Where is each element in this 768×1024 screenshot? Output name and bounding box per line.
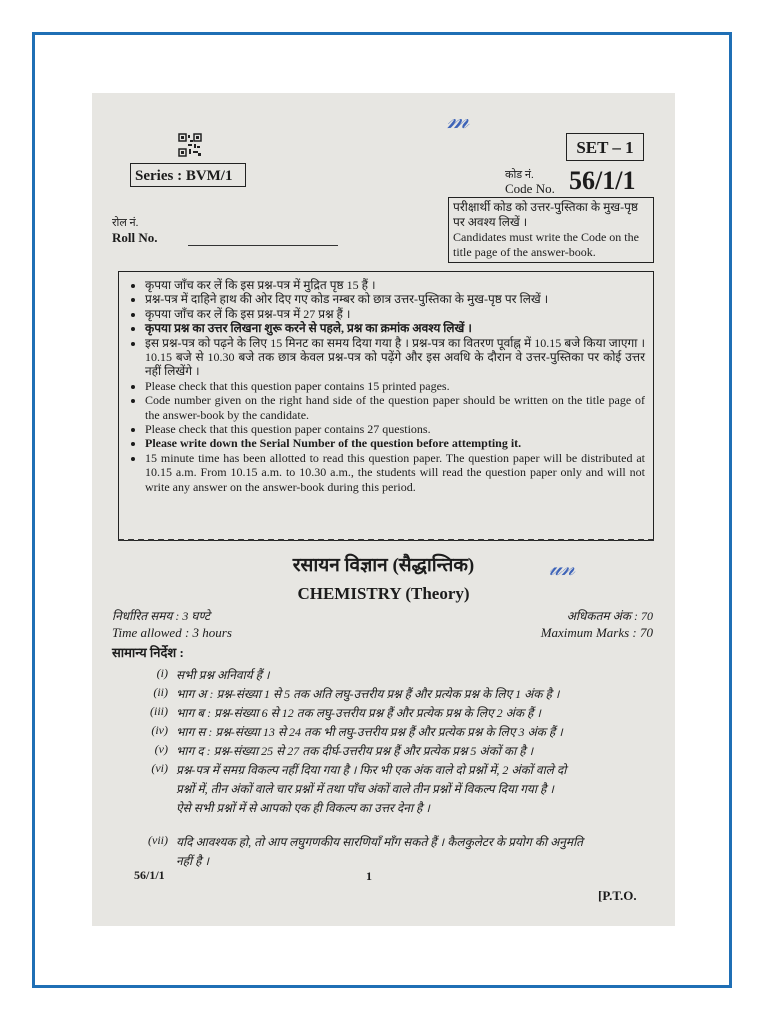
roll-label-hindi: रोल नं.: [112, 217, 139, 229]
pen-mark-icon: 𝓊𝓃: [549, 555, 575, 580]
series-label: Series : BVM/1: [130, 163, 246, 187]
general-instruction-line: नहीं है ।: [176, 854, 210, 868]
instruction-item: • Please write down the Serial Number of the question before attempting it.: [145, 436, 645, 450]
instructions-box: [118, 271, 654, 541]
instruction-number: (ii): [153, 685, 168, 699]
instructions-list: [129, 278, 645, 494]
page-number: 1: [366, 869, 372, 883]
time-allowed-english: Time allowed : 3 hours: [112, 625, 232, 640]
footer-code: 56/1/1: [134, 868, 165, 882]
candidate-note-english: Candidates must write the Code on the title page of the answer-book.: [453, 230, 639, 259]
instruction-item: • Code number given on the right hand side of the question paper should be written on the title page of the answer-book by the candidate.: [145, 393, 645, 422]
instruction-item: • Please check that this question paper contains 27 questions.: [145, 422, 645, 436]
code-number: 56/1/1: [569, 166, 636, 195]
pto-label: [P.T.O.: [598, 888, 637, 903]
general-instruction-line: सभी प्रश्न अनिवार्य हैं ।: [176, 668, 270, 682]
general-instruction-line: ऐसे सभी प्रश्नों में से आपको एक ही विकल्प का उत्तर देना है ।: [176, 801, 430, 815]
max-marks-hindi: अधिकतम अंक : 70: [566, 609, 653, 623]
max-marks-english: Maximum Marks : 70: [540, 625, 653, 640]
instruction-item: • Please check that this question paper contains 15 printed pages.: [145, 379, 645, 393]
instruction-item: • प्रश्न-पत्र में दाहिने हाथ की ओर दिए गए कोड नम्बर को छात्र उत्तर-पुस्तिका के मुख-पृष्ठ पर लिखें ।: [145, 292, 645, 306]
general-instruction-line: भाग स : प्रश्न-संख्या 13 से 24 तक भी लघु-उत्तरीय प्रश्न हैं और प्रत्येक प्रश्न के लिए 3 अंक हैं ।: [176, 725, 563, 739]
roll-number-line: [188, 245, 338, 246]
qr-code-icon: [178, 133, 202, 157]
instruction-number: (vi): [151, 761, 168, 775]
general-instruction-line: भाग द : प्रश्न-संख्या 25 से 27 तक दीर्घ-उत्तरीय प्रश्न हैं और प्रत्येक प्रश्न 5 अंकों का है ।: [176, 744, 534, 758]
instruction-item: • इस प्रश्न-पत्र को पढ़ने के लिए 15 मिनट का समय दिया गया है । प्रश्न-पत्र का वितरण पूर्वाह्न में 10.15 बजे किया जाएगा । 10.15 बजे से 10.30 बजे तक छात्र केवल प्रश्न-पत्र को पढ़ेंगे और इस अवधि के दौरान वे उत्तर-पुस्तिका पर कोई उत्तर नहीं लिखेंगे ।: [145, 336, 645, 379]
general-instruction-line: प्रश्नों में, तीन अंकों वाले चार प्रश्नों में तथा पाँच अंकों वाले तीन प्रश्नों में विकल्प दिया गया है ।: [176, 782, 554, 796]
pen-mark-icon: 𝓂: [447, 105, 470, 134]
roll-label-english: Roll No.: [112, 230, 158, 245]
code-label-english: Code No.: [505, 181, 555, 196]
instruction-item: • कृपया प्रश्न का उत्तर लिखना शुरू करने से पहले, प्रश्न का क्रमांक अवश्य लिखें ।: [145, 321, 645, 335]
question-paper: [92, 93, 675, 926]
instruction-number: (iv): [151, 723, 168, 737]
set-label: SET – 1: [566, 133, 644, 161]
instruction-number: (v): [154, 742, 168, 756]
subject-title-english: CHEMISTRY (Theory): [297, 584, 470, 603]
general-instruction-line: प्रश्न-पत्र में समग्र विकल्प नहीं दिया गया है । फिर भी एक अंक वाले दो प्रश्नों में, 2 अंकों वाले दो: [176, 763, 567, 777]
instruction-item: • 15 minute time has been allotted to read this question paper. The question paper will be distributed at 10.15 a.m. From 10.15 a.m. to 10.30 a.m., the students will read the question paper only and will not write any answer on the answer-book during this period.: [145, 451, 645, 494]
divider: [118, 539, 654, 541]
instruction-number: (i): [156, 666, 168, 680]
instruction-item: • कृपया जाँच कर लें कि इस प्रश्न-पत्र में मुद्रित पृष्ठ 15 हैं ।: [145, 278, 645, 292]
subject-title-hindi: रसायन विज्ञान (सैद्धान्तिक): [292, 555, 475, 576]
code-label-hindi: कोड नं.: [505, 169, 534, 181]
time-allowed-hindi: निर्धारित समय : 3 घण्टे: [112, 609, 211, 623]
general-instruction-line: यदि आवश्यक हो, तो आप लघुगणकीय सारणियाँ माँग सकते हैं । कैलकुलेटर के प्रयोग की अनुमति: [176, 835, 584, 849]
instruction-item: • कृपया जाँच कर लें कि इस प्रश्न-पत्र में 27 प्रश्न हैं ।: [145, 307, 645, 321]
general-instructions-heading: सामान्य निर्देश :: [112, 645, 184, 660]
general-instruction-line: भाग ब : प्रश्न-संख्या 6 से 12 तक लघु-उत्तरीय प्रश्न हैं और प्रत्येक प्रश्न के लिए 2 अंक हैं ।: [176, 706, 541, 720]
candidate-note-hindi: परीक्षार्थी कोड को उत्तर-पुस्तिका के मुख-पृष्ठ पर अवश्य लिखें ।: [453, 200, 639, 229]
instruction-number: (vii): [148, 833, 168, 847]
instruction-number: (iii): [150, 704, 168, 718]
candidate-note-box: [448, 197, 654, 263]
general-instruction-line: भाग अ : प्रश्न-संख्या 1 से 5 तक अति लघु-उत्तरीय प्रश्न हैं और प्रत्येक प्रश्न के लिए 1 अंक है ।: [176, 687, 560, 701]
